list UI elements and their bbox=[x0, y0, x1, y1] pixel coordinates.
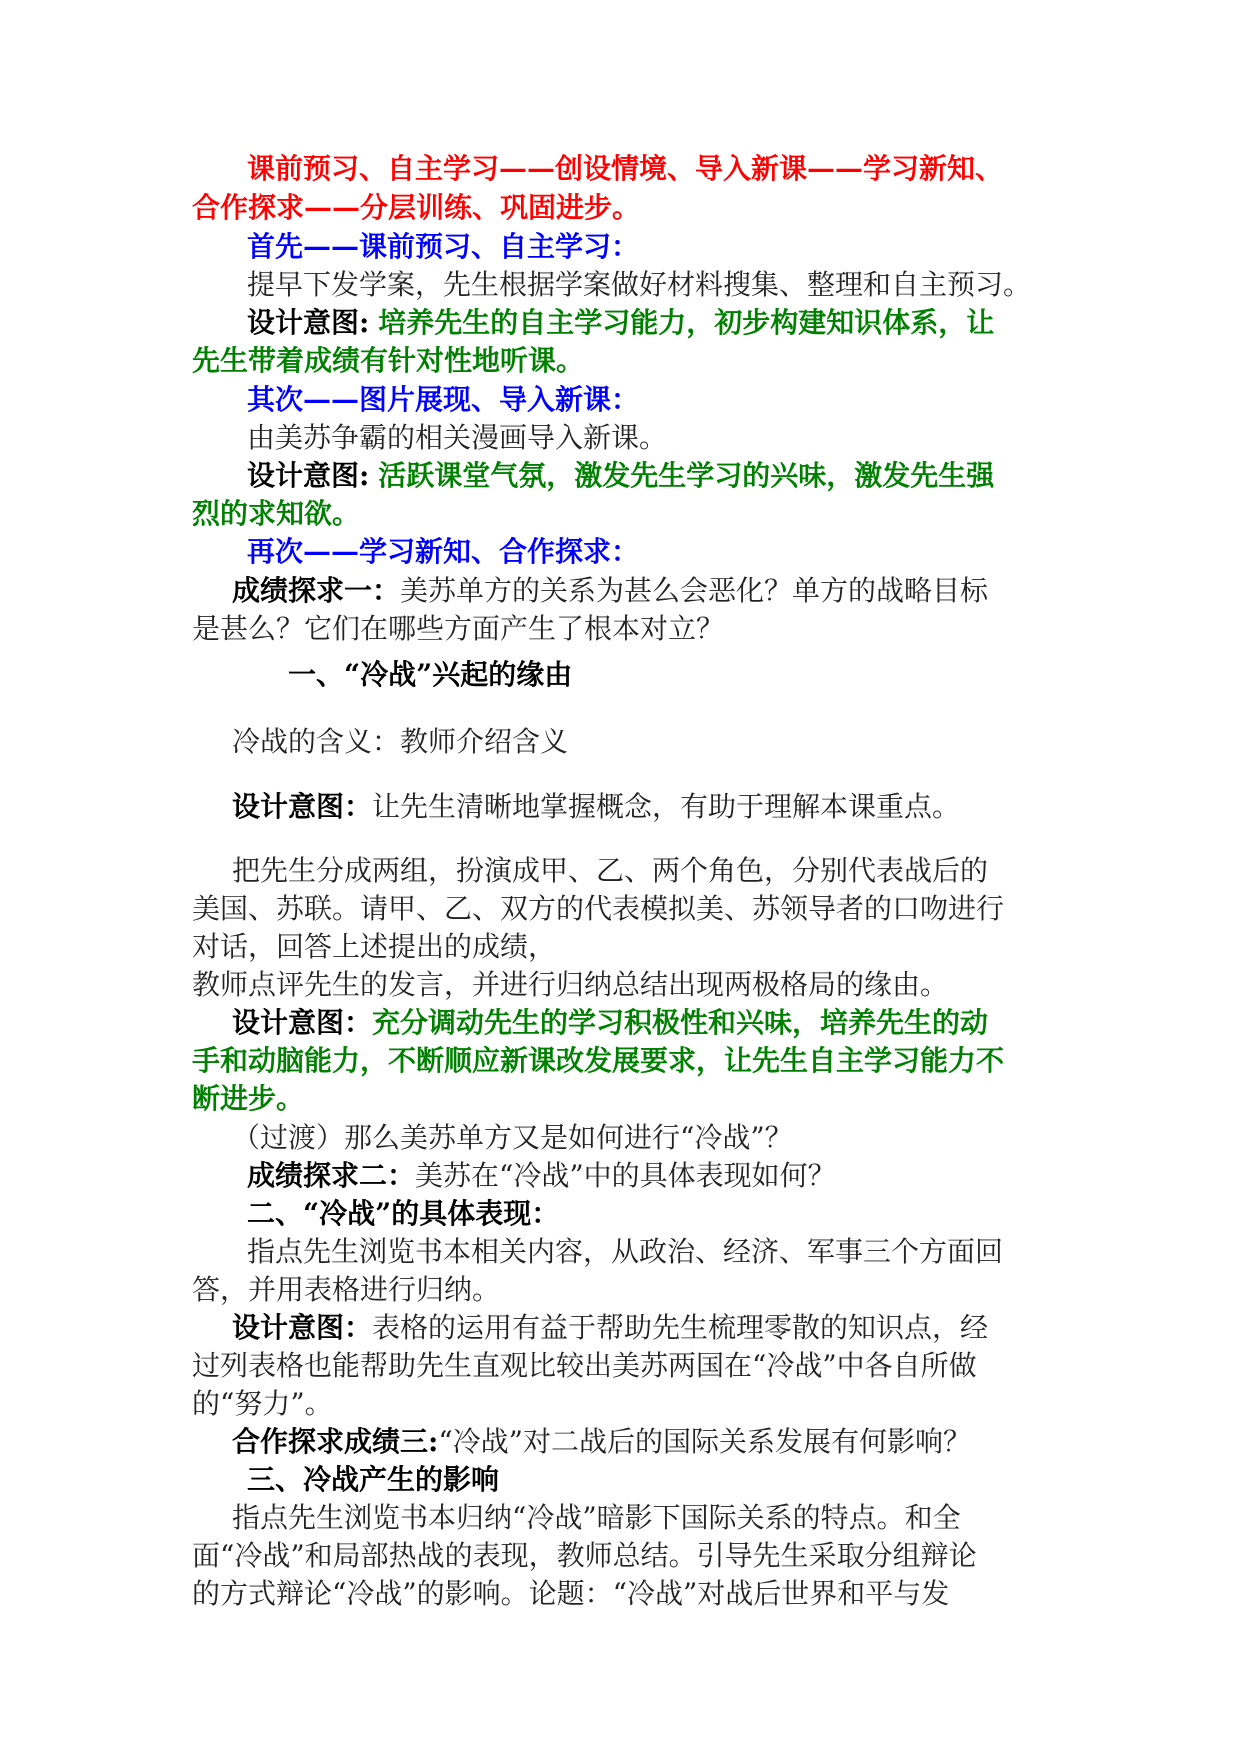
design-intent-text: 培养先生的自主学习能力，初步构建知识体系，让 bbox=[378, 306, 995, 339]
activity-line-3: 对话，回答上述提出的成绩， bbox=[192, 930, 557, 963]
question-3 bbox=[232, 1425, 971, 1461]
step-1-heading: 首先——课前预习、自主学习： bbox=[247, 230, 640, 263]
section-3-body-line-1: 指点先生浏览书本归纳“冷战”暗影下国际关系的特点。和全 bbox=[232, 1501, 961, 1534]
section-3-heading: 三、冷战产生的影响 bbox=[247, 1463, 500, 1496]
question-label: 成绩探求一： bbox=[232, 574, 401, 607]
design-intent-2-line-2: 烈的求知欲。 bbox=[192, 497, 361, 530]
design-intent-4-line-3: 断进步。 bbox=[192, 1082, 305, 1115]
section-2-body-line-2: 答，并用表格进行归纳。 bbox=[192, 1273, 501, 1306]
design-intent-5-line-3: 的“努力”。 bbox=[192, 1387, 333, 1420]
question-text: “冷战”对二战后的国际关系发展有何影响？ bbox=[438, 1425, 971, 1458]
design-intent-1-line-1 bbox=[247, 306, 994, 342]
question-2 bbox=[247, 1159, 836, 1195]
design-intent-4-line-2: 手和动脑能力，不断顺应新课改发展要求，让先生自主学习能力不 bbox=[192, 1044, 1005, 1077]
step-1-body: 提早下发学案，先生根据学案做好材料搜集、整理和自主预习。 bbox=[247, 268, 1032, 301]
section-2-heading: 二、“冷战”的具体表现： bbox=[247, 1197, 560, 1230]
design-intent-1-line-2: 先生带着成绩有针对性地听课。 bbox=[192, 344, 585, 377]
design-intent-label: 设计意图: bbox=[247, 306, 370, 339]
question-text: 美苏在“冷战”中的具体表现如何？ bbox=[415, 1159, 836, 1192]
design-intent-label: 设计意图： bbox=[232, 1006, 373, 1039]
section-3-body-line-2: 面“冷战”和局部热战的表现，教师总结。引导先生采取分组辩论 bbox=[192, 1539, 977, 1572]
design-intent-text: 让先生清晰地掌握概念，有助于理解本课重点。 bbox=[372, 790, 961, 823]
activity-line-1: 把先生分成两组，扮演成甲、乙、两个角色，分别代表战后的 bbox=[232, 854, 989, 887]
question-label: 成绩探求二： bbox=[247, 1159, 416, 1192]
design-intent-5-line-1 bbox=[232, 1311, 988, 1347]
design-intent-text: 充分调动先生的学习积极性和兴味，培养先生的动 bbox=[372, 1006, 989, 1039]
design-intent-label: 设计意图: bbox=[247, 459, 370, 492]
heading-red-line-2: 合作探求——分层训练、巩固进步。 bbox=[192, 191, 641, 224]
section-1-heading: 一、“冷战”兴起的缘由 bbox=[288, 658, 573, 691]
design-intent-text: 表格的运用有益于帮助先生梳理零散的知识点，经 bbox=[372, 1311, 989, 1344]
design-intent-3 bbox=[232, 790, 960, 826]
design-intent-5-line-2: 过列表格也能帮助先生直观比较出美苏两国在“冷战”中各自所做 bbox=[192, 1349, 977, 1382]
section-3-body-line-3: 的方式辩论“冷战”的影响。论题：“冷战”对战后世界和平与发 bbox=[192, 1577, 950, 1610]
activity-line-4: 教师点评先生的发言，并进行归纳总结出现两极格局的缘由。 bbox=[192, 968, 949, 1001]
design-intent-label: 设计意图： bbox=[232, 1311, 373, 1344]
design-intent-2-line-1 bbox=[247, 459, 994, 495]
step-3-heading: 再次——学习新知、合作探求： bbox=[247, 535, 640, 568]
question-1-line-2: 是甚么？它们在哪些方面产生了根本对立？ bbox=[192, 612, 725, 645]
question-1-line-1 bbox=[232, 574, 988, 610]
heading-red-line-1: 课前预习、自主学习——创设情境、导入新课——学习新知、 bbox=[247, 152, 1004, 185]
design-intent-label: 设计意图： bbox=[232, 790, 373, 823]
design-intent-4-line-1 bbox=[232, 1006, 988, 1042]
transition-line: （过渡）那么美苏单方又是如何进行“冷战”？ bbox=[232, 1121, 793, 1154]
cold-war-definition: 冷战的含义：教师介绍含义 bbox=[232, 725, 569, 758]
step-2-body: 由美苏争霸的相关漫画导入新课。 bbox=[247, 421, 668, 454]
activity-line-2: 美国、苏联。请甲、乙、双方的代表模拟美、苏领导者的口吻进行 bbox=[192, 892, 1005, 925]
question-label: 合作探求成绩三: bbox=[232, 1425, 439, 1458]
step-2-heading: 其次——图片展现、导入新课： bbox=[247, 383, 640, 416]
question-text: 美苏单方的关系为甚么会恶化？单方的战略目标 bbox=[400, 574, 989, 607]
section-2-body-line-1: 指点先生浏览书本相关内容，从政治、经济、军事三个方面回 bbox=[247, 1235, 1004, 1268]
design-intent-text: 活跃课堂气氛，激发先生学习的兴味，激发先生强 bbox=[378, 459, 995, 492]
